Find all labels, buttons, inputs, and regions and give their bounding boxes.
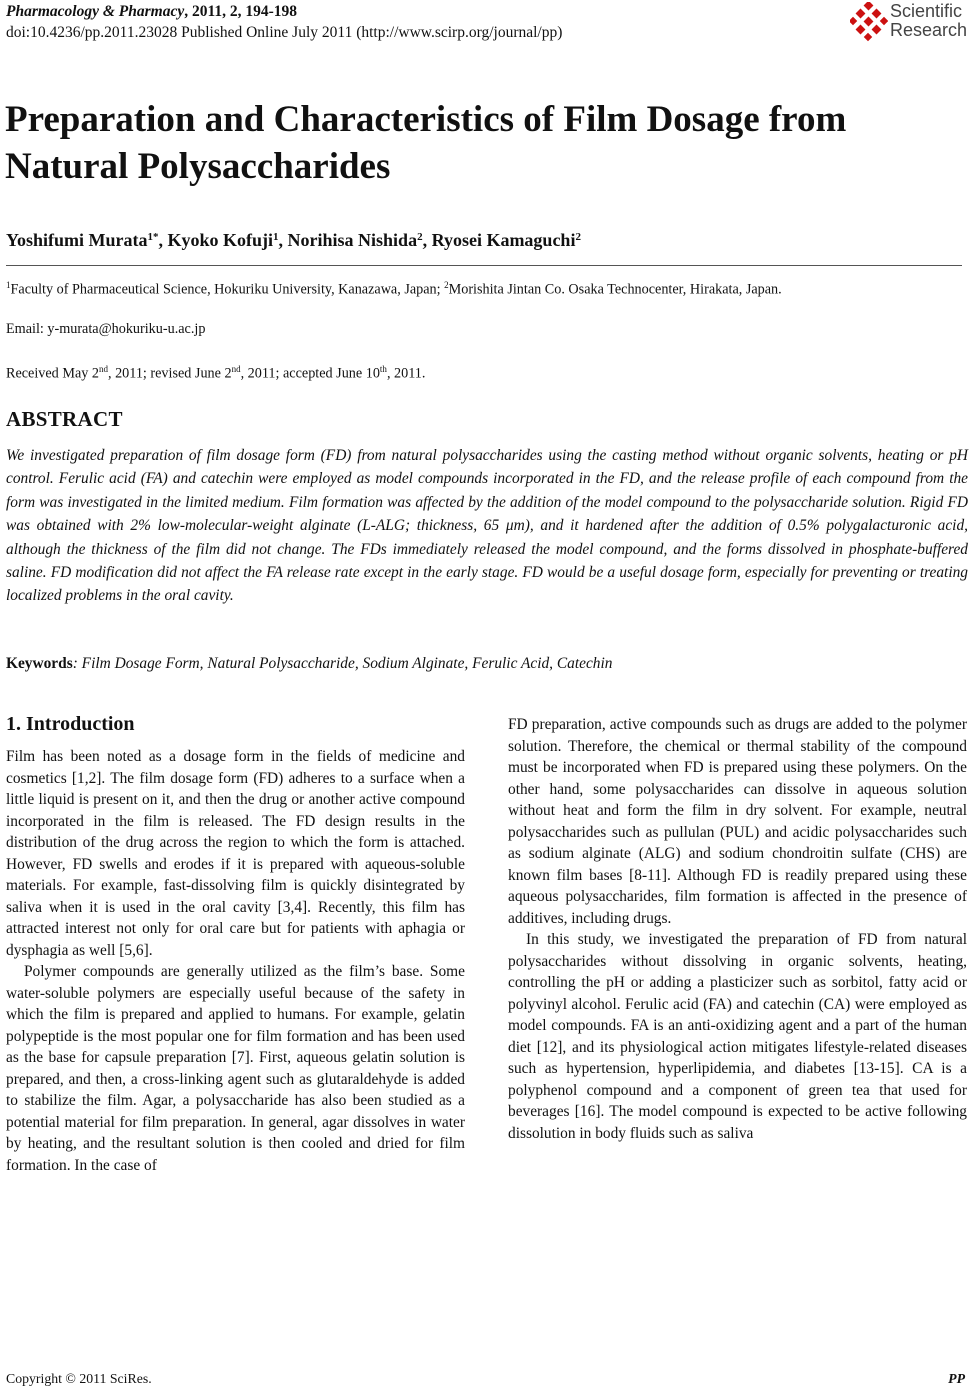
- section-heading: 1. Introduction: [6, 713, 135, 735]
- paper-title: Preparation and Characteristics of Film Dosage from Natural Polysaccharides: [5, 99, 847, 187]
- affiliation-mark: 1: [6, 280, 11, 290]
- journal-name: Pharmacology & Pharmacy: [6, 3, 185, 20]
- author-affiliation-mark: 1*: [147, 231, 159, 243]
- affiliations: [6, 276, 968, 299]
- author-affiliation-mark: 1: [273, 231, 279, 243]
- paragraph: FD preparation, active compounds such as drugs are added to the polymer solution. Therefore, the chemical or thermal stability of the compound must be incorporated when FD is prepared using these polymers. On the other hand, some polysaccharides can dissolve in aqueous solution without heat and form the film in dry solvent. For example, neutral polysaccharides such as pullulan (PUL) and acidic polysaccharides such as sodium alginate (ALG) and sodium chondroitin sulfate (CHS) are known film bases [8-11]. Although FD is readily prepared using these aqueous polysaccharides, film formation is affected in the presence of additives, including drugs.: [508, 716, 967, 927]
- contact-email: Email: y-murata@hokuriku-u.ac.jp: [6, 321, 206, 337]
- author-name: Kyoko Kofuji: [167, 230, 274, 250]
- journal-volume-pages: , 2011, 2, 194-198: [184, 3, 298, 20]
- journal-citation: [6, 2, 297, 21]
- journal-abbreviation: PP: [948, 1371, 965, 1386]
- publisher-logo: [850, 2, 968, 42]
- logo-line-1: Scientific: [890, 1, 963, 21]
- header-divider: [6, 265, 962, 266]
- doi-line: doi:10.4236/pp.2011.23028 Published Online July 2011 (http://www.scirp.org/journal/pp): [6, 24, 563, 41]
- received-text: Received May 2: [6, 365, 99, 382]
- publisher-logo-text: [890, 2, 967, 40]
- affiliation-1: Faculty of Pharmaceutical Science, Hokuriku University, Kanazawa, Japan;: [10, 281, 445, 298]
- affiliation-2: Morishita Jintan Co. Osaka Technocenter, Hirakata, Japan.: [448, 281, 782, 298]
- author-separator: ,: [158, 230, 168, 250]
- year-text: , 2011.: [386, 365, 426, 382]
- abstract-heading: ABSTRACT: [6, 407, 123, 431]
- author-name: Ryosei Kamaguchi: [431, 230, 576, 250]
- copyright-notice: Copyright © 2011 SciRes.: [6, 1371, 152, 1386]
- affiliation-mark: 2: [444, 280, 449, 290]
- ordinal-suffix: th: [379, 364, 387, 374]
- paragraph: In this study, we investigated the preparation of FD from natural polysaccharides without dissolving in organic solvents, heating, controlling the pH or adding a plasticizer such as sorbitol, fatty acid or polyvinyl alcohol. Ferulic acid (FA) and catechin (CA) were employed as model compounds. FA is an anti-oxidizing agent and a part of the human diet [12], and its physiological action mitigates lifestyle-related diseases such as hypertension, hyperlipidemia, and diabetes [13-15]. CA is a polyphenol compound and a component of green tea that used for beverages [16]. The model compound is expected to be active following dissolution in body fluids such as saliva: [508, 931, 967, 1142]
- paragraph: Polymer compounds are generally utilized as the film’s base. Some water-soluble polymers are especially useful because of the safety in which the film is prepared and applied to humans. For example, gelatin polypeptide is the most popular one for film formation and has been used as the base for capsule preparation [7]. First, aqueous gelatin solution is prepared, and then, a cross-linking agent such as glutaraldehyde is added to stabilize the film. Agar, a polysaccharide has also been studied as a potential material for film preparation. In general, agar dissolves in water by heating, and the resultant solution is then cooled and dried for film formation. In the case of: [6, 963, 465, 1174]
- abstract-body: We investigated preparation of film dosage form (FD) from natural polysaccharides using the casting method without organic solvents, heating or pH control. Ferulic acid (FA) and catechin were employed as model compounds incorporated in the FD, and the release profile of each compound from the form was investigated in the limited medium. Film formation was affected by the addition of the model compound to the polysaccharide solution. Rigid FD was obtained with 2% low-molecular-weight alginate (L-ALG; thickness, 65 μm), and it hardened after the addition of 0.5% polygalacturonic acid, although the thickness of the film did not change. The FDs immediately released the model compound, and the forms dissolved in phosphate-buffered saline. FD modification did not affect the FA release rate except in the early stage. FD would be a useful dosage form, especially for preventing or treating localized problems in the oral cavity.: [6, 447, 968, 605]
- author-list: [6, 228, 581, 252]
- logo-line-2: Research: [890, 20, 968, 40]
- received-dates: [6, 360, 425, 383]
- author-name: Yoshifumi Murata: [6, 230, 148, 250]
- accepted-text: , 2011; accepted June 10: [240, 365, 380, 382]
- left-column: [6, 746, 465, 1176]
- author-separator: ,: [278, 230, 288, 250]
- keywords: [6, 653, 968, 675]
- ordinal-suffix: nd: [98, 364, 108, 374]
- author-affiliation-mark: 2: [575, 231, 581, 243]
- author-affiliation-mark: 2: [417, 231, 423, 243]
- revised-text: , 2011; revised June 2: [107, 365, 232, 382]
- publisher-logo-mark-icon: [850, 2, 888, 42]
- keywords-list: : Film Dosage Form, Natural Polysaccharide, Sodium Alginate, Ferulic Acid, Catechin: [72, 655, 613, 672]
- ordinal-suffix: nd: [231, 364, 241, 374]
- author-name: Norihisa Nishida: [287, 230, 418, 250]
- author-separator: ,: [422, 230, 432, 250]
- right-column: [508, 714, 967, 1144]
- paragraph: Film has been noted as a dosage form in the fields of medicine and cosmetics [1,2]. The film dosage form (FD) adheres to a surface when a little liquid is present on it, and then the drug or another active compound incorporated in the film is released. The FD design results in the distribution of the drug across the region to which the form is attached. However, FD swells and erodes if it is prepared with aqueous-soluble materials. For example, fast-dissolving film is quickly disintegrated by saliva when it is used in the oral cavity [3,4]. Recently, this film has attracted interest not only for oral care but for patients with aphagia or dysphagia as well [5,6].: [6, 748, 465, 959]
- keywords-label: Keywords: [6, 655, 73, 672]
